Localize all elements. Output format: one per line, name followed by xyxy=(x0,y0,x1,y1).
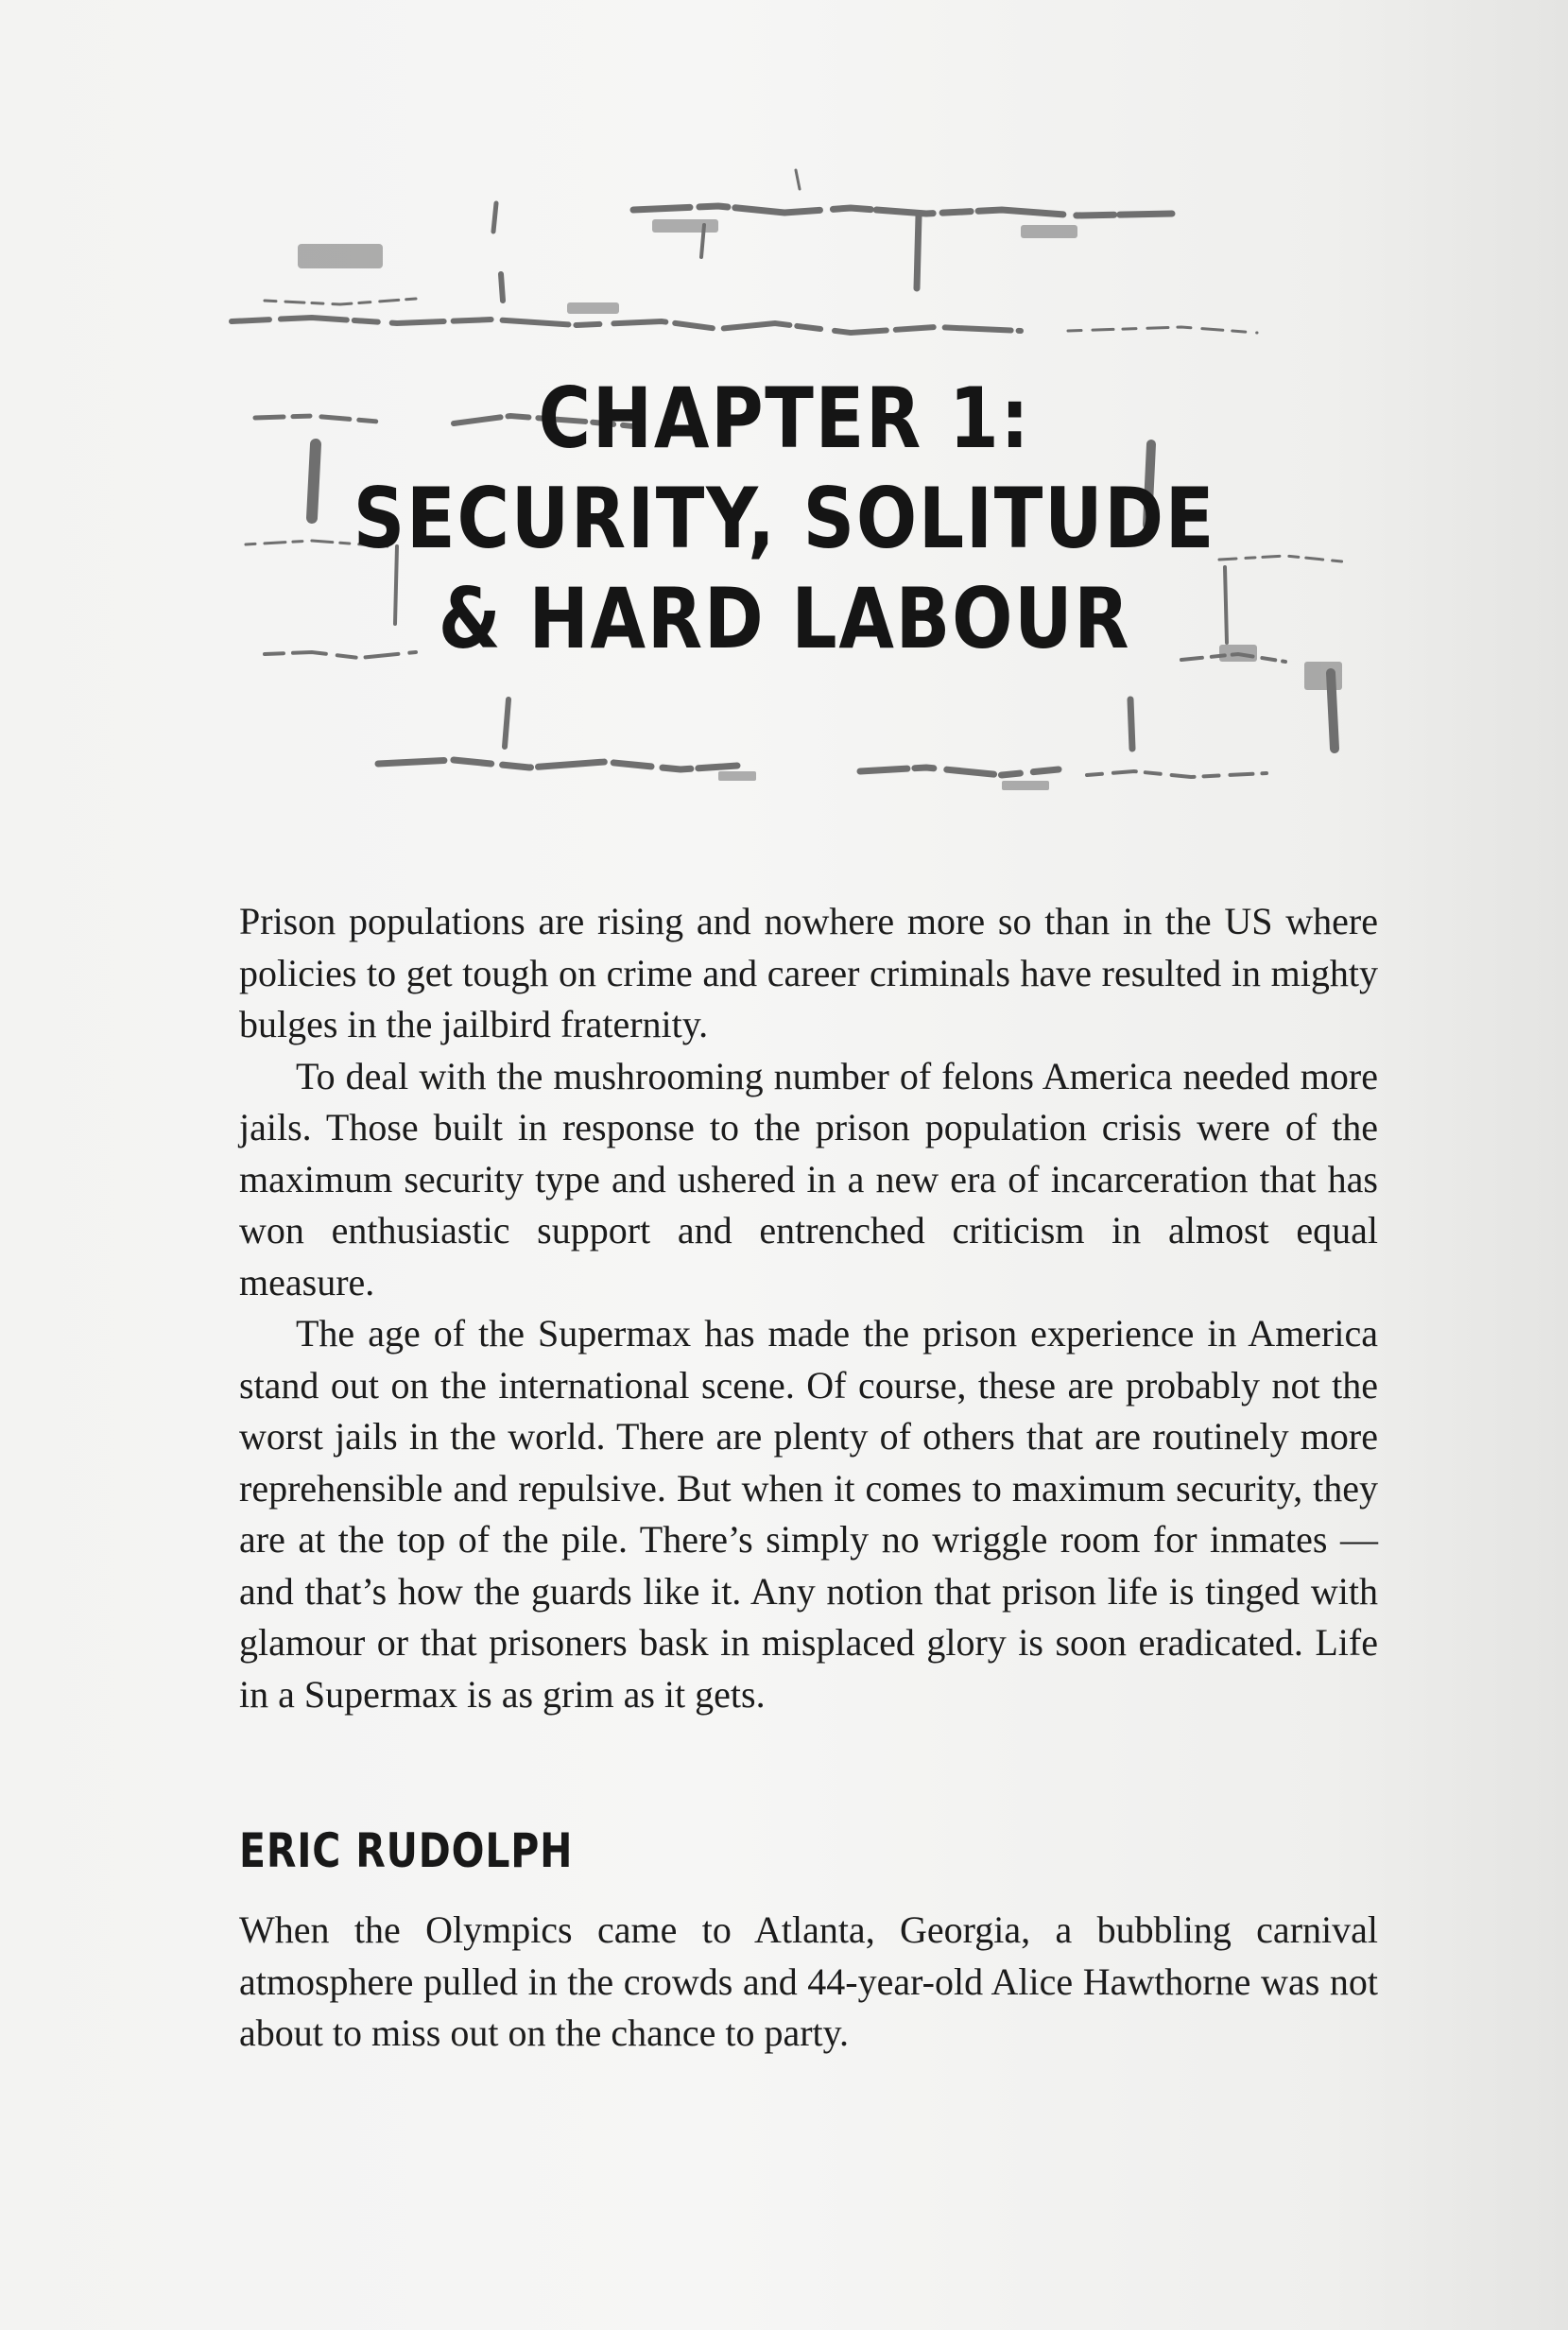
paragraph: The age of the Supermax has made the prison experience in America stand out on the international scene. Of course, these are probably not the worst jails in the world. There are plenty of others that are routinely more reprehensible and repulsive. But when it comes to maximum security, they are at the top of the pile. There’s simply no wriggle room for inmates — and that’s how the guards like it. Any notion that prison life is tinged with glamour or that prisoners bask in misplaced glory is soon eradicated. Life in a Supermax is as grim as it gets. xyxy=(239,1312,1378,1716)
paragraph: To deal with the mushrooming number of felons America needed more jails. Those built in response to the prison population crisis were of the maximum security type and ushered in a new era of incarceration that has won enthusiastic support and entrenched criticism in almost equal measure. xyxy=(239,1054,1378,1303)
chapter-title-line: & HARD LABOUR xyxy=(438,570,1131,667)
section-heading: ERIC RUDOLPH xyxy=(239,1823,574,1878)
paragraph: When the Olympics came to Atlanta, Georgia, a bubbling carnival atmosphere pulled in the crowds and 44-year-old Alice Hawthorne was not about to miss out on the chance to party. xyxy=(239,1908,1378,2054)
chapter-title-line: SECURITY, SOLITUDE xyxy=(353,470,1216,567)
section-text xyxy=(239,1905,1378,2060)
chapter-title xyxy=(321,369,1248,669)
chapter-title-line: CHAPTER 1: xyxy=(538,370,1031,467)
paragraph: Prison populations are rising and nowhere more so than in the US where policies to get tough on crime and career criminals have resulted in mighty bulges in the jailbird fraternity. xyxy=(239,900,1378,1045)
intro-text xyxy=(239,896,1378,1720)
